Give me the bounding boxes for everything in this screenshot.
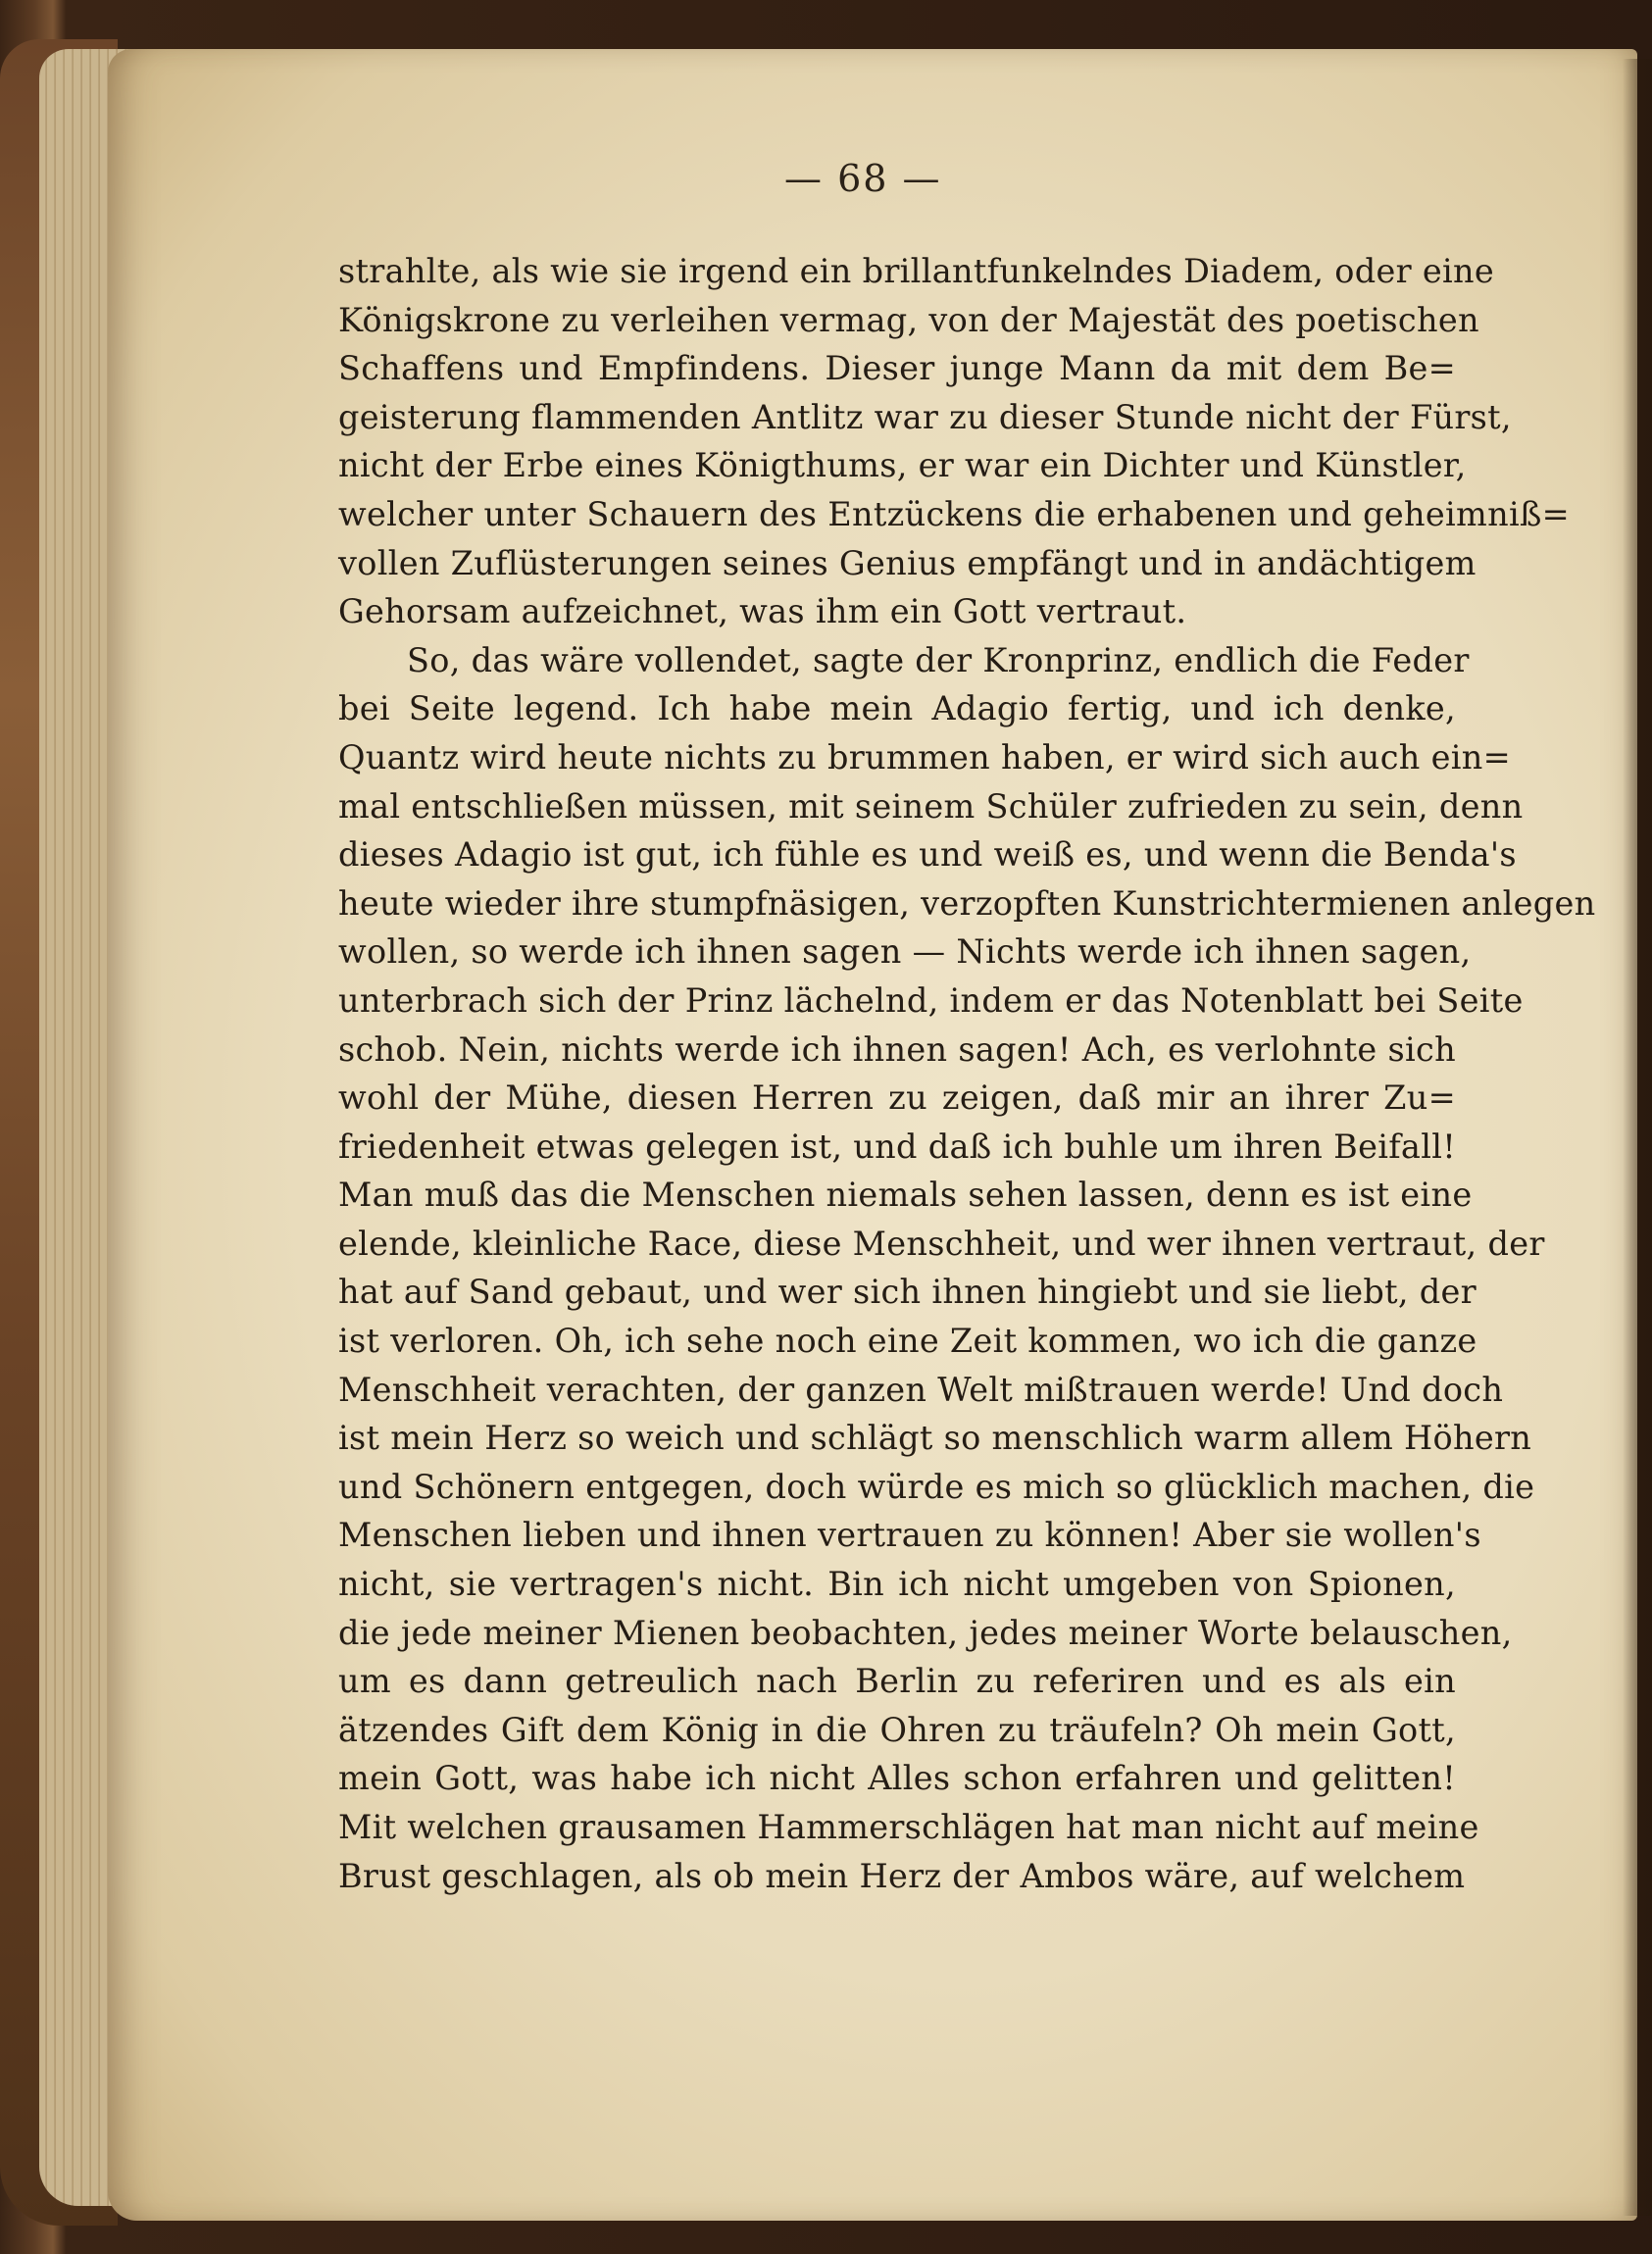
text-line: Gehorsam aufzeichnet, was ihm ein Gott vertraut. xyxy=(338,592,1187,631)
text-line: um es dann getreulich nach Berlin zu referiren und es als ein xyxy=(338,1662,1456,1701)
page-number: — 68 — xyxy=(784,157,942,200)
text-line: mein Gott, was habe ich nicht Alles schon erfahren und gelitten! xyxy=(338,1759,1456,1798)
text-line: bei Seite legend. Ich habe mein Adagio fertig, und ich denke, xyxy=(338,689,1456,728)
text-line: unterbrach sich der Prinz lächelnd, indem er das Notenblatt bei Seite xyxy=(338,980,1524,1020)
text-line: mal entschließen müssen, mit seinem Schüler zufrieden zu sein, denn xyxy=(338,786,1524,826)
text-line: Schaffens und Empfindens. Dieser junge Mann da mit dem Be= xyxy=(338,349,1456,388)
text-line: die jede meiner Mienen beobachten, jedes meiner Worte belauschen, xyxy=(338,1613,1513,1652)
text-line: Königskrone zu verleihen vermag, von der Majestät des poetischen xyxy=(338,300,1479,339)
text-line: nicht der Erbe eines Königthums, er war ein Dichter und Künstler, xyxy=(338,446,1467,485)
body-text xyxy=(338,247,1596,1900)
text-line: wohl der Mühe, diesen Herren zu zeigen, daß mir an ihrer Zu= xyxy=(338,1078,1456,1118)
text-line: nicht, sie vertragen's nicht. Bin ich nicht umgeben von Spionen, xyxy=(338,1565,1456,1604)
text-line: elende, kleinliche Race, diese Menschheit, und wer ihnen vertraut, der xyxy=(338,1224,1545,1263)
text-line: friedenheit etwas gelegen ist, und daß ich buhle um ihren Beifall! xyxy=(338,1127,1456,1166)
text-line: schob. Nein, nichts werde ich ihnen sagen! Ach, es verlohnte sich xyxy=(338,1029,1456,1069)
text-line: So, das wäre vollendet, sagte der Kronprinz, endlich die Feder xyxy=(407,640,1470,679)
text-line: Menschheit verachten, der ganzen Welt mißtrauen werde! Und doch xyxy=(338,1370,1504,1409)
gutter-shadow xyxy=(1623,59,1652,2216)
text-line: strahlte, als wie sie irgend ein brillantfunkelndes Diadem, oder eine xyxy=(338,252,1495,290)
text-line: Man muß das die Menschen niemals sehen lassen, denn es ist eine xyxy=(338,1176,1473,1215)
text-line: vollen Zuflüsterungen seines Genius empfängt und in andächtigem xyxy=(338,543,1477,582)
text-line: hat auf Sand gebaut, und wer sich ihnen hingiebt und sie liebt, der xyxy=(338,1273,1477,1312)
text-line: Brust geschlagen, als ob mein Herz der Ambos wäre, auf welchem xyxy=(338,1856,1466,1895)
text-line: und Schönern entgegen, doch würde es mich so glücklich machen, die xyxy=(338,1467,1535,1506)
text-line: welcher unter Schauern des Entzückens die erhabenen und geheimniß= xyxy=(338,494,1571,533)
text-line: ist verloren. Oh, ich sehe noch eine Zeit kommen, wo ich die ganze xyxy=(338,1322,1477,1361)
text-line: geisterung flammenden Antlitz war zu dieser Stunde nicht der Fürst, xyxy=(338,397,1512,436)
text-line: heute wieder ihre stumpfnäsigen, verzopften Kunstrichtermienen anlegen xyxy=(338,883,1596,923)
text-line: wollen, so werde ich ihnen sagen — Nichts werde ich ihnen sagen, xyxy=(338,932,1472,972)
text-line: Menschen lieben und ihnen vertrauen zu können! Aber sie wollen's xyxy=(338,1516,1481,1555)
text-line: dieses Adagio ist gut, ich fühle es und weiß es, und wenn die Benda's xyxy=(338,835,1517,875)
text-line: Mit welchen grausamen Hammerschlägen hat man nicht auf meine xyxy=(338,1808,1479,1846)
text-line: ist mein Herz so weich und schlägt so menschlich warm allem Höhern xyxy=(338,1419,1532,1458)
text-line: Quantz wird heute nichts zu brummen haben, er wird sich auch ein= xyxy=(338,737,1511,776)
text-line: ätzendes Gift dem König in die Ohren zu träufeln? Oh mein Gott, xyxy=(338,1710,1456,1749)
